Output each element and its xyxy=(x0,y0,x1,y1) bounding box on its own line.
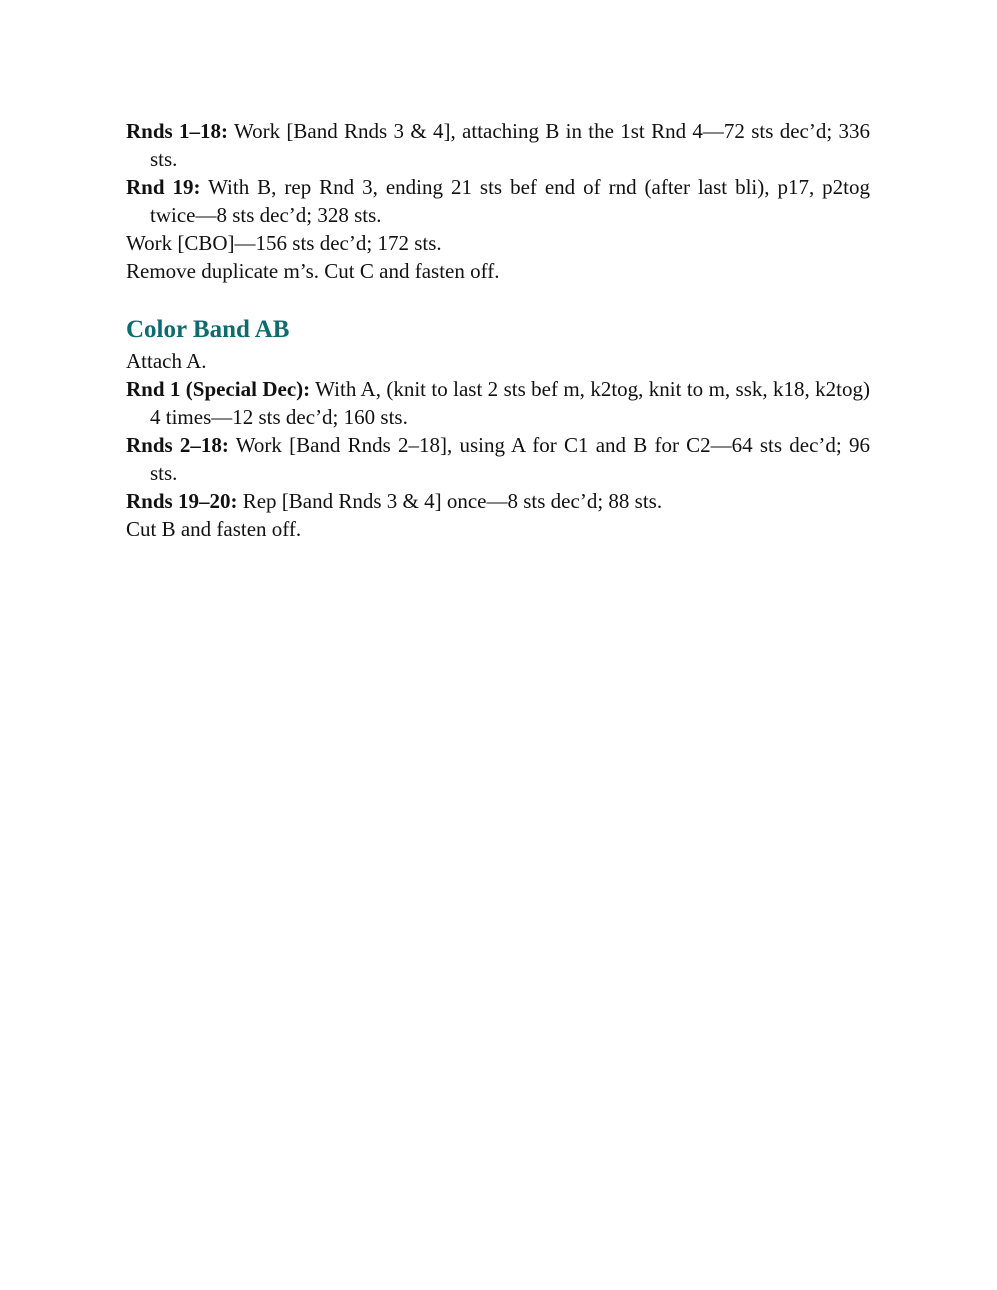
instruction-label: Rnds 1–18: xyxy=(126,119,229,143)
instruction-rnds-2-18 xyxy=(126,431,870,487)
instruction-rnds-1-18 xyxy=(126,117,870,173)
instruction-label: Rnds 19–20: xyxy=(126,489,238,513)
instruction-text: Attach A. xyxy=(126,349,207,373)
instruction-rnd-19 xyxy=(126,173,870,229)
instruction-text: Cut B and fasten off. xyxy=(126,517,302,541)
instruction-text: Work [Band Rnds 3 & 4], attaching B in the 1st Rnd 4—72 sts dec’d; 336 sts. xyxy=(150,119,870,171)
instruction-rnds-19-20 xyxy=(126,487,870,515)
instruction-text: Work [Band Rnds 2–18], using A for C1 and B for C2—64 sts dec’d; 96 sts. xyxy=(150,433,870,485)
instruction-cut-b xyxy=(126,515,870,543)
instruction-label: Rnd 1 (Special Dec): xyxy=(126,377,311,401)
instruction-label: Rnd 19: xyxy=(126,175,201,199)
instruction-text: Work [CBO]—156 sts dec’d; 172 sts. xyxy=(126,231,442,255)
instruction-text: With A, (knit to last 2 sts bef m, k2tog, knit to m, ssk, k18, k2tog) 4 times—12 sts dec’d; 160 sts. xyxy=(150,377,871,429)
instruction-remove-markers xyxy=(126,257,870,285)
instruction-text: With B, rep Rnd 3, ending 21 sts bef end of rnd (after last bli), p17, p2tog twice—8 sts dec’d; 328 sts. xyxy=(150,175,870,227)
instruction-attach-a xyxy=(126,347,870,375)
instruction-text: Remove duplicate m’s. Cut C and fasten off. xyxy=(126,259,500,283)
document-page xyxy=(126,117,870,543)
instruction-text: Rep [Band Rnds 3 & 4] once—8 sts dec’d; 88 sts. xyxy=(237,489,663,513)
instruction-work-cbo xyxy=(126,229,870,257)
instruction-rnd-1-special-dec xyxy=(126,375,870,431)
instruction-label: Rnds 2–18: xyxy=(126,433,229,457)
section-heading-color-band-ab: Color Band AB xyxy=(126,316,290,343)
